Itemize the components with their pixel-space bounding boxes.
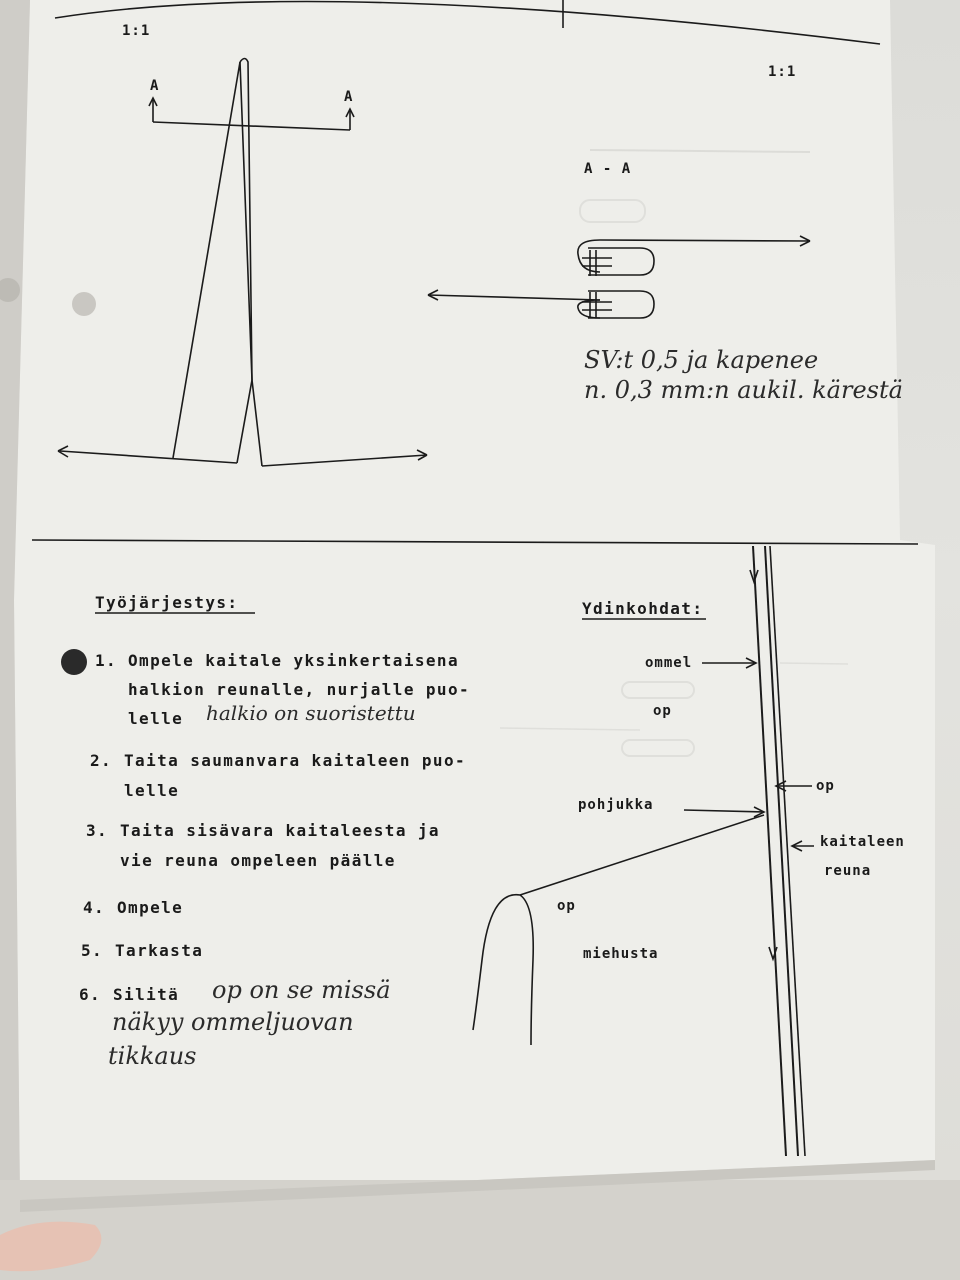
work-order-title: Työjärjestys: — [95, 593, 239, 612]
step-number: 4. — [83, 898, 106, 917]
label-miehusta: miehusta — [583, 946, 659, 962]
handwritten-note-2: n. 0,3 mm:n aukil. kärestä — [584, 376, 903, 404]
section-title: A - A — [584, 161, 632, 177]
punch-hole — [72, 292, 96, 316]
step-text: lelle — [128, 709, 184, 728]
section-marker-right: A — [344, 89, 354, 105]
step-text: vie reuna ompeleen päälle — [120, 851, 396, 870]
key-points-title: Ydinkohdat: — [582, 599, 704, 618]
section-marker-left: A — [150, 78, 160, 94]
label-kaitaleen: kaitaleen — [820, 834, 905, 850]
step-number: 1. — [95, 651, 118, 670]
step-text: Taita sisävara kaitaleesta ja — [120, 821, 440, 840]
step-text: Silitä — [113, 985, 180, 1004]
step-handwritten-note: näkyy ommeljuovan — [112, 1008, 354, 1036]
step-number: 6. — [79, 985, 102, 1004]
label-op-3: op — [557, 898, 576, 914]
label-reuna: reuna — [824, 863, 872, 879]
label-ommel: ommel — [645, 655, 693, 671]
step-text: halkion reunalle, nurjalle puo- — [128, 680, 471, 699]
step-number: 2. — [90, 751, 113, 770]
step-number: 5. — [81, 941, 104, 960]
step-text: lelle — [124, 781, 180, 800]
punch-hole — [61, 649, 87, 675]
handwritten-note-1: SV:t 0,5 ja kapenee — [584, 346, 819, 374]
label-op-2: op — [816, 778, 835, 794]
step-text: Ompele kaitale yksinkertaisena — [128, 651, 459, 670]
step-handwritten-note: op on se missä — [212, 976, 391, 1004]
label-pohjukka: pohjukka — [578, 797, 654, 813]
step-number: 3. — [86, 821, 109, 840]
step-handwritten-note: tikkaus — [108, 1042, 197, 1070]
step-handwritten-note: halkio on suoristettu — [206, 701, 416, 725]
scale-label-left: 1:1 — [122, 23, 151, 39]
scale-label-right: 1:1 — [768, 64, 797, 80]
step-text: Taita saumanvara kaitaleen puo- — [124, 751, 467, 770]
label-op-1: op — [653, 703, 672, 719]
step-text: Tarkasta — [115, 941, 204, 960]
step-text: Ompele — [117, 898, 184, 917]
